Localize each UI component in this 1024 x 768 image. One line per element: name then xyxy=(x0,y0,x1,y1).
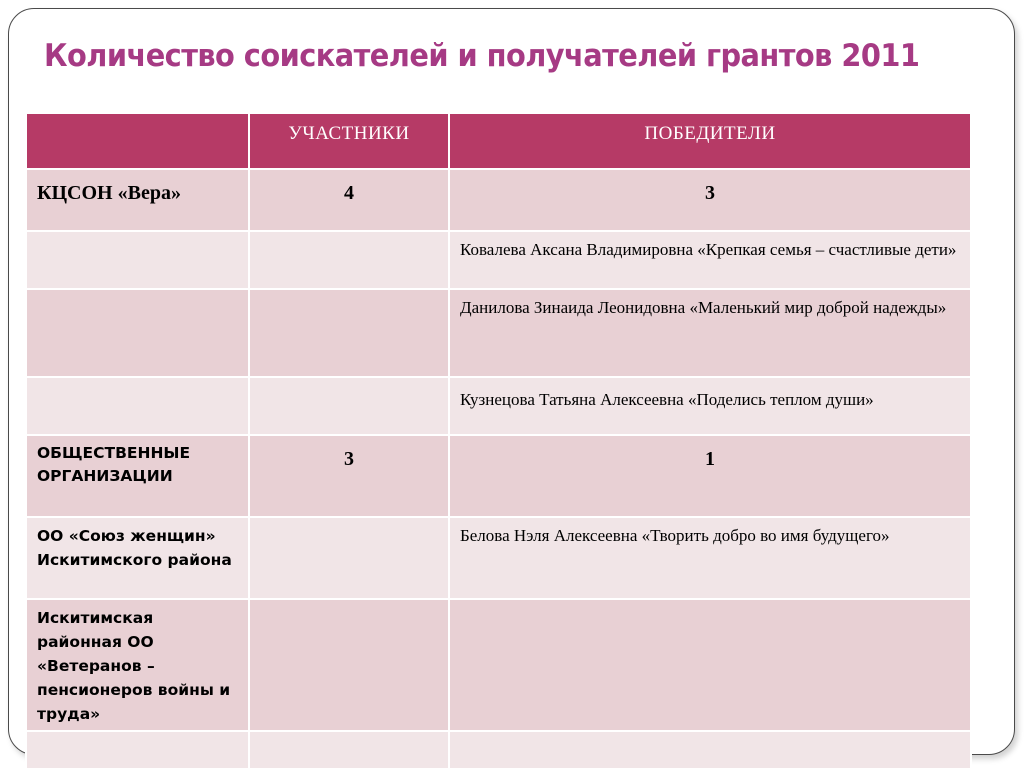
winner-cell: Данилова Зинаида Леонидовна «Маленький мир доброй надежды» xyxy=(449,289,971,377)
winner-cell xyxy=(449,731,971,768)
table-row xyxy=(26,231,971,289)
table-row xyxy=(26,517,971,599)
organization-cell: ОБЩЕСТВЕННЫЕ ОРГАНИЗАЦИИ xyxy=(26,435,249,517)
organization-cell: КЦСОН «Вера» xyxy=(26,169,249,231)
participants-cell xyxy=(249,517,449,599)
participants-cell xyxy=(249,289,449,377)
winner-cell xyxy=(449,599,971,731)
participants-count: 3 xyxy=(249,435,449,517)
winners-count: 1 xyxy=(449,435,971,517)
table-row xyxy=(26,435,971,517)
table-header-row xyxy=(26,113,971,169)
participants-cell xyxy=(249,599,449,731)
table-row xyxy=(26,731,971,768)
header-organization xyxy=(26,113,249,169)
organization-cell: ОО «Союз женщин» Искитимского района xyxy=(26,517,249,599)
grants-table xyxy=(25,112,972,768)
slide-title: Количество соискателей и получателей грантов 2011 xyxy=(44,38,920,74)
participants-cell xyxy=(249,231,449,289)
participants-cell xyxy=(249,377,449,435)
winner-cell: Ковалева Аксана Владимировна «Крепкая семья – счастливые дети» xyxy=(449,231,971,289)
organization-cell: Искитимская районная ОО «Ветеранов – пенсионеров войны и труда» xyxy=(26,599,249,731)
organization-cell xyxy=(26,731,249,768)
organization-cell xyxy=(26,289,249,377)
table-row xyxy=(26,169,971,231)
header-winners: ПОБЕДИТЕЛИ xyxy=(449,113,971,169)
participants-cell xyxy=(249,731,449,768)
winners-count: 3 xyxy=(449,169,971,231)
table-row xyxy=(26,599,971,731)
winner-cell: Белова Нэля Алексеевна «Творить добро во имя будущего» xyxy=(449,517,971,599)
organization-cell xyxy=(26,377,249,435)
organization-cell xyxy=(26,231,249,289)
header-participants: УЧАСТНИКИ xyxy=(249,113,449,169)
table-row xyxy=(26,377,971,435)
participants-count: 4 xyxy=(249,169,449,231)
table-row xyxy=(26,289,971,377)
winner-cell: Кузнецова Татьяна Алексеевна «Поделись теплом души» xyxy=(449,377,971,435)
